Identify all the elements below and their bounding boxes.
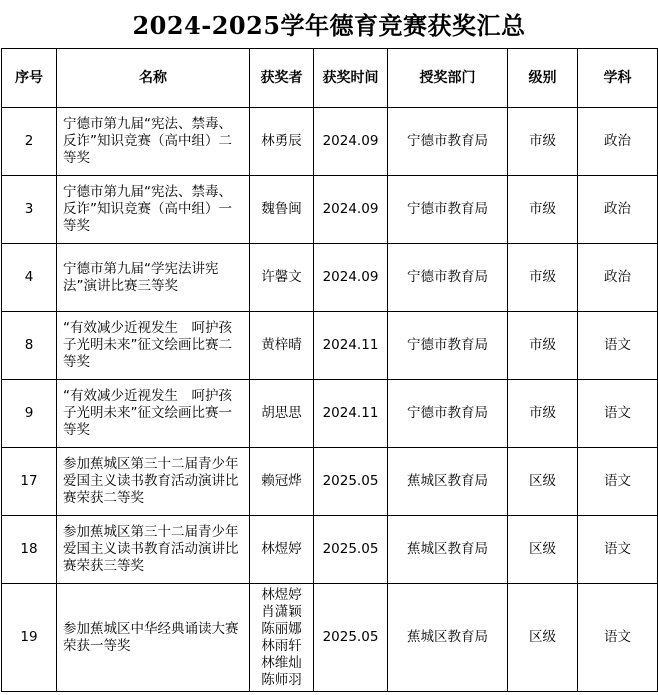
- cell-winner: 赖冠烨: [250, 448, 314, 516]
- winner-name: 肖潇颖: [261, 603, 302, 620]
- cell-winner: 胡思思: [250, 380, 314, 448]
- cell-time: 2024.11: [314, 380, 388, 448]
- header-subject: 学科: [578, 49, 658, 108]
- table-row: [2, 380, 658, 448]
- cell-winner: 魏鲁闽: [250, 176, 314, 244]
- header-name: 名称: [57, 49, 250, 108]
- cell-name: 参加蕉城区第三十二届青少年爱国主义读书教育活动演讲比赛荣获三等奖: [57, 516, 250, 584]
- table-row: [2, 448, 658, 516]
- header-winner: 获奖者: [250, 49, 314, 108]
- cell-dept: 宁德市教育局: [388, 312, 508, 380]
- cell-time: 2025.05: [314, 448, 388, 516]
- cell-subject: 政治: [578, 176, 658, 244]
- cell-level: 市级: [508, 244, 578, 312]
- cell-subject: 政治: [578, 244, 658, 312]
- cell-name: “有效减少近视发生 呵护孩子光明未来”征文绘画比赛二等奖: [57, 312, 250, 380]
- cell-name: 宁德市第九届“宪法、禁毒、反诈”知识竞赛（高中组）二等奖: [57, 108, 250, 176]
- cell-subject: 语文: [578, 516, 658, 584]
- cell-name: 参加蕉城区中华经典诵读大赛荣获一等奖: [57, 584, 250, 692]
- winner-name: 林雨轩: [261, 637, 302, 654]
- cell-level: 区级: [508, 448, 578, 516]
- cell-winner: 林煜婷: [250, 516, 314, 584]
- cell-name: 宁德市第九届“学宪法讲宪法”演讲比赛三等奖: [57, 244, 250, 312]
- cell-time: 2024.09: [314, 108, 388, 176]
- table-row: [2, 584, 658, 692]
- cell-subject: 语文: [578, 584, 658, 692]
- cell-dept: 宁德市教育局: [388, 244, 508, 312]
- cell-level: 市级: [508, 108, 578, 176]
- cell-level: 区级: [508, 516, 578, 584]
- cell-no: 3: [2, 176, 57, 244]
- winner-name: 陈丽娜: [261, 620, 302, 637]
- table-row: [2, 244, 658, 312]
- cell-winners: [250, 584, 314, 692]
- cell-dept: 宁德市教育局: [388, 380, 508, 448]
- cell-no: 18: [2, 516, 57, 584]
- cell-dept: 蕉城区教育局: [388, 448, 508, 516]
- cell-no: 8: [2, 312, 57, 380]
- cell-time: 2024.09: [314, 176, 388, 244]
- cell-time: 2025.05: [314, 584, 388, 692]
- cell-subject: 语文: [578, 380, 658, 448]
- cell-dept: 蕉城区教育局: [388, 516, 508, 584]
- cell-level: 市级: [508, 312, 578, 380]
- cell-subject: 语文: [578, 448, 658, 516]
- cell-level: 市级: [508, 380, 578, 448]
- cell-time: 2025.05: [314, 516, 388, 584]
- cell-winner: 许馨文: [250, 244, 314, 312]
- cell-no: 17: [2, 448, 57, 516]
- cell-winner: 黄梓晴: [250, 312, 314, 380]
- winner-name: 陈师羽: [261, 671, 302, 688]
- header-dept: 授奖部门: [388, 49, 508, 108]
- header-time: 获奖时间: [314, 49, 388, 108]
- cell-no: 4: [2, 244, 57, 312]
- cell-time: 2024.11: [314, 312, 388, 380]
- header-no: 序号: [2, 49, 57, 108]
- cell-name: 宁德市第九届“宪法、禁毒、反诈”知识竞赛（高中组）一等奖: [57, 176, 250, 244]
- table-row: [2, 108, 658, 176]
- table-header-row: [2, 49, 658, 108]
- cell-dept: 宁德市教育局: [388, 176, 508, 244]
- winner-name: 林煜婷: [261, 586, 302, 603]
- table-row: [2, 312, 658, 380]
- cell-subject: 政治: [578, 108, 658, 176]
- cell-dept: 蕉城区教育局: [388, 584, 508, 692]
- cell-subject: 语文: [578, 312, 658, 380]
- table-row: [2, 176, 658, 244]
- winner-name: 林维灿: [261, 654, 302, 671]
- cell-winner: 林勇辰: [250, 108, 314, 176]
- page-title: 2024-2025学年德育竞赛获奖汇总: [132, 11, 526, 40]
- header-level: 级别: [508, 49, 578, 108]
- cell-no: 2: [2, 108, 57, 176]
- awards-table: [1, 48, 658, 692]
- cell-no: 19: [2, 584, 57, 692]
- cell-level: 市级: [508, 176, 578, 244]
- table-row: [2, 516, 658, 584]
- cell-dept: 宁德市教育局: [388, 108, 508, 176]
- cell-no: 9: [2, 380, 57, 448]
- cell-name: 参加蕉城区第三十二届青少年爱国主义读书教育活动演讲比赛荣获二等奖: [57, 448, 250, 516]
- cell-time: 2024.09: [314, 244, 388, 312]
- cell-level: 区级: [508, 584, 578, 692]
- cell-name: “有效减少近视发生 呵护孩子光明未来”征文绘画比赛一等奖: [57, 380, 250, 448]
